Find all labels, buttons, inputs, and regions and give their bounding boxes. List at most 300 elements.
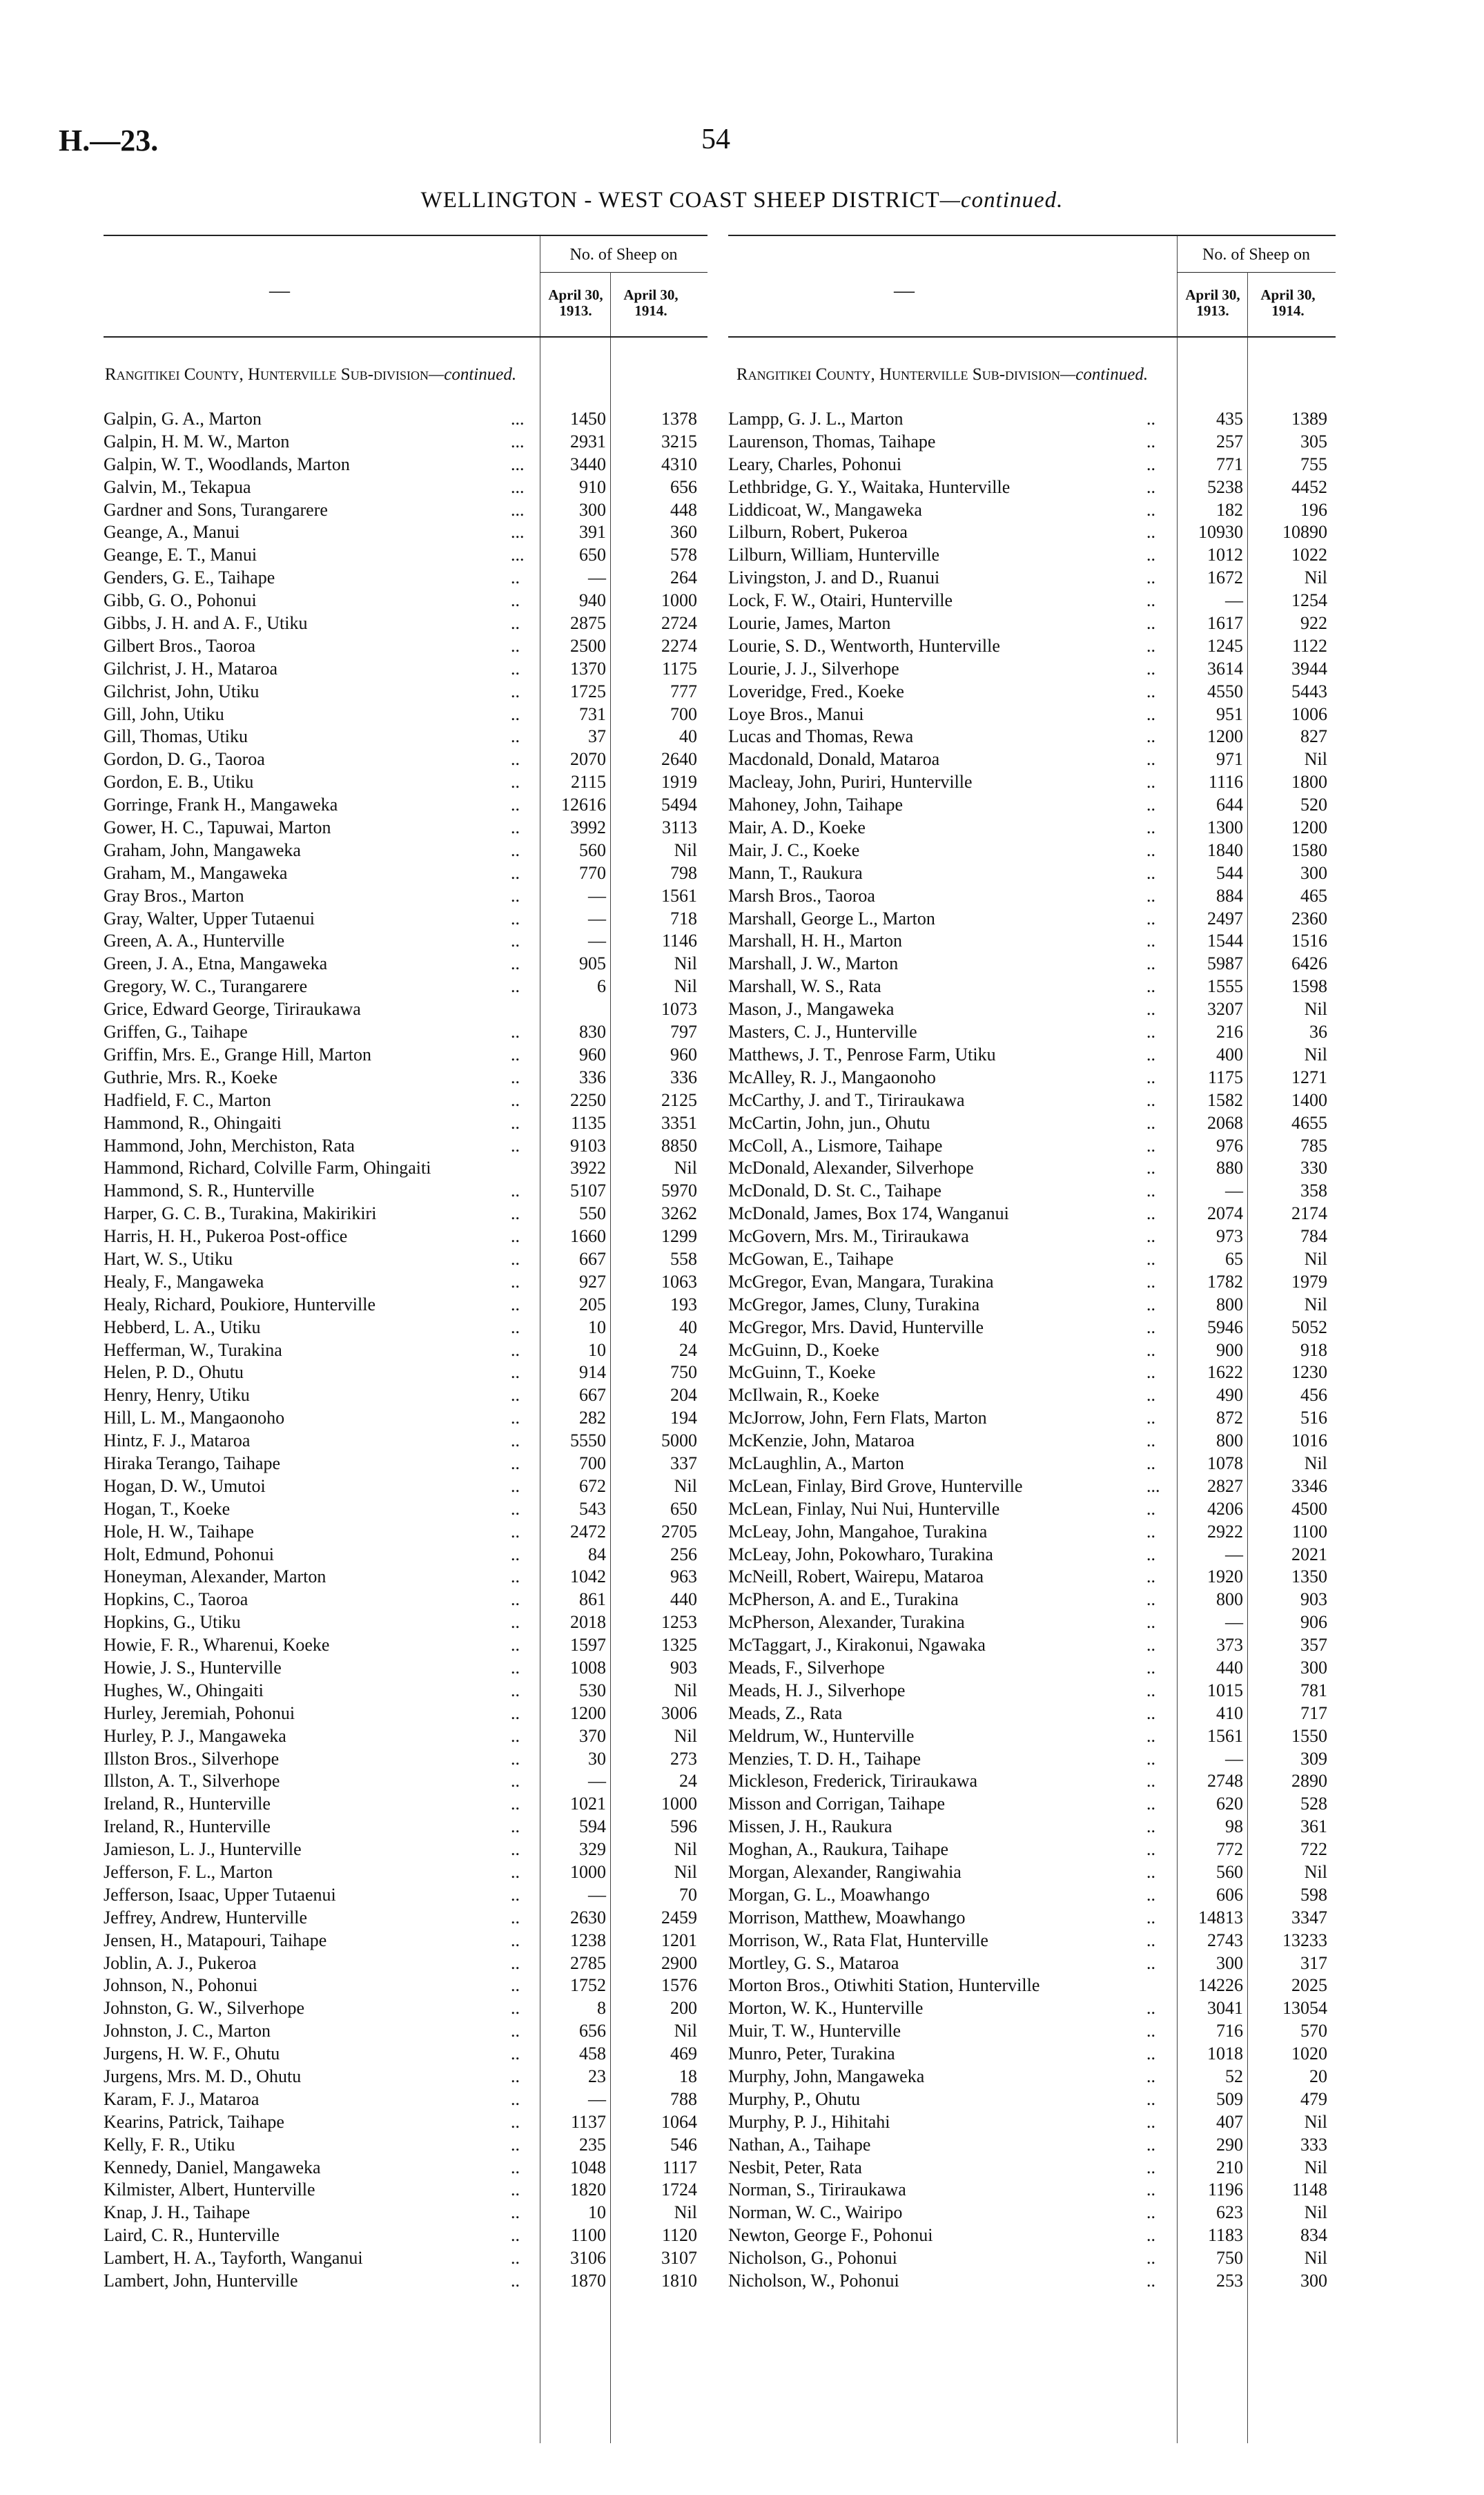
table-row bbox=[728, 1838, 1336, 1861]
holder-name: McDonald, James, Box 174, Wanganui bbox=[728, 1203, 1009, 1224]
table-row bbox=[104, 1884, 707, 1907]
holder-name: Griffen, G., Taihape bbox=[104, 1022, 248, 1042]
left-header-subdivider bbox=[610, 272, 611, 336]
sheep-1913: 2630 bbox=[570, 1907, 606, 1928]
holder-name: Hammond, R., Ohingaiti bbox=[104, 1112, 282, 1133]
sheep-1913: 543 bbox=[579, 1498, 606, 1519]
left-section-label: Rangitikei County, Hunterville Sub-division bbox=[104, 365, 429, 384]
sheep-1913: 300 bbox=[579, 499, 606, 520]
table-row bbox=[104, 1498, 707, 1521]
sheep-1913: 800 bbox=[1216, 1589, 1243, 1610]
sheep-1914: 1064 bbox=[661, 2111, 697, 2132]
table-row bbox=[728, 839, 1336, 862]
leader-dots: .. bbox=[511, 590, 520, 611]
table-row bbox=[104, 681, 707, 703]
sheep-1913: 2068 bbox=[1207, 1112, 1243, 1133]
holder-name: Gray Bros., Marton bbox=[104, 885, 244, 906]
sheep-1914: 1200 bbox=[1291, 817, 1327, 838]
sheep-1913: 667 bbox=[579, 1385, 606, 1406]
sheep-1914: 1022 bbox=[1291, 545, 1327, 565]
holder-name: McTaggart, J., Kirakonui, Ngawaka bbox=[728, 1635, 986, 1656]
sheep-1914: 1201 bbox=[661, 1930, 697, 1950]
sheep-1913: 2827 bbox=[1207, 1475, 1243, 1496]
holder-name: Hadfield, F. C., Marton bbox=[104, 1089, 271, 1110]
leader-dots: .. bbox=[1146, 1453, 1155, 1473]
sheep-1913: 12616 bbox=[561, 795, 606, 815]
table-row bbox=[728, 431, 1336, 454]
holder-name: Marshall, J. W., Marton bbox=[728, 953, 899, 974]
table-row bbox=[104, 2202, 707, 2224]
sheep-1913: 5107 bbox=[570, 1181, 606, 1201]
sheep-1913: 84 bbox=[588, 1544, 606, 1564]
holder-name: Hammond, S. R., Hunterville bbox=[104, 1181, 315, 1201]
holder-name: Nicholson, G., Pohonui bbox=[728, 2248, 897, 2269]
leader-dots: .. bbox=[511, 2043, 520, 2064]
leader-dots: .. bbox=[511, 1862, 520, 1882]
table-row bbox=[728, 1997, 1336, 2020]
sheep-1913: — bbox=[1225, 1181, 1243, 1201]
holder-name: Lampp, G. J. L., Marton bbox=[728, 409, 904, 429]
sheep-1914: 3215 bbox=[661, 431, 697, 452]
leader-dots: .. bbox=[511, 1635, 520, 1656]
sheep-1913: 1042 bbox=[570, 1566, 606, 1587]
sheep-1914: 516 bbox=[1300, 1408, 1327, 1428]
sheep-1914: 3944 bbox=[1291, 658, 1327, 679]
table-row bbox=[728, 1203, 1336, 1225]
holder-name: Lourie, J. J., Silverhope bbox=[728, 658, 899, 679]
sheep-1914: 2021 bbox=[1291, 1544, 1327, 1564]
sheep-1914: 1073 bbox=[661, 999, 697, 1020]
holder-name: Nathan, A., Taihape bbox=[728, 2134, 871, 2155]
holder-name: Hart, W. S., Utiku bbox=[104, 1248, 233, 1269]
leader-dots: ... bbox=[511, 409, 525, 429]
sheep-1914: 5052 bbox=[1291, 1317, 1327, 1337]
sheep-1913: 560 bbox=[1216, 1862, 1243, 1882]
right-header-subdivider bbox=[1247, 272, 1248, 336]
sheep-1914: Nil bbox=[674, 1839, 697, 1860]
holder-name: Howie, J. S., Hunterville bbox=[104, 1657, 282, 1678]
holder-name: McDonald, Alexander, Silverhope bbox=[728, 1158, 974, 1178]
table-row bbox=[728, 1021, 1336, 1044]
sheep-1913: 5946 bbox=[1207, 1317, 1243, 1337]
leader-dots: .. bbox=[511, 1362, 520, 1383]
leader-dots: .. bbox=[1146, 1566, 1155, 1587]
sheep-1913: 440 bbox=[1216, 1657, 1243, 1678]
sheep-1914: 1325 bbox=[661, 1635, 697, 1656]
sheep-1914: 834 bbox=[1300, 2225, 1327, 2246]
holder-name: Mickleson, Frederick, Tiriraukawa bbox=[728, 1771, 978, 1792]
holder-name: Lourie, James, Marton bbox=[728, 613, 891, 634]
leader-dots: .. bbox=[511, 1430, 520, 1451]
holder-name: Norman, S., Tiriraukawa bbox=[728, 2180, 906, 2200]
table-row bbox=[728, 930, 1336, 953]
table-row bbox=[104, 1112, 707, 1135]
leader-dots: .. bbox=[511, 1657, 520, 1678]
sheep-1914: 317 bbox=[1300, 1952, 1327, 1973]
holder-name: Guthrie, Mrs. R., Koeke bbox=[104, 1067, 278, 1087]
table-row bbox=[104, 1725, 707, 1748]
table-row bbox=[104, 1453, 707, 1475]
holder-name: Hurley, P. J., Mangaweka bbox=[104, 1725, 286, 1746]
holder-name: Gilchrist, J. H., Mataroa bbox=[104, 658, 278, 679]
sheep-1914: 558 bbox=[670, 1248, 697, 1269]
leader-dots: .. bbox=[511, 1067, 520, 1087]
sheep-1914: 2360 bbox=[1291, 908, 1327, 929]
sheep-1914: 4452 bbox=[1291, 476, 1327, 497]
holder-name: Mason, J., Mangaweka bbox=[728, 999, 895, 1020]
table-row bbox=[104, 1907, 707, 1930]
leader-dots: .. bbox=[1146, 1271, 1155, 1292]
left-column bbox=[104, 235, 707, 2443]
sheep-1914: 777 bbox=[670, 681, 697, 701]
holder-name: Gardner and Sons, Turangarere bbox=[104, 499, 328, 520]
table-row bbox=[104, 1225, 707, 1248]
leader-dots: .. bbox=[511, 749, 520, 770]
table-row bbox=[728, 726, 1336, 748]
leader-dots: .. bbox=[1146, 545, 1155, 565]
holder-name: Mair, J. C., Koeke bbox=[728, 839, 860, 860]
leader-dots: .. bbox=[511, 2021, 520, 2041]
leader-dots: .. bbox=[511, 862, 520, 883]
table-row bbox=[728, 1952, 1336, 1975]
leader-dots: .. bbox=[511, 703, 520, 724]
leader-dots: .. bbox=[511, 1748, 520, 1769]
sheep-1913: 905 bbox=[579, 953, 606, 974]
sheep-1914: 6426 bbox=[1291, 953, 1327, 974]
leader-dots: .. bbox=[1146, 999, 1155, 1020]
sheep-1913: 872 bbox=[1216, 1408, 1243, 1428]
sheep-1914: 1400 bbox=[1291, 1089, 1327, 1110]
table-row bbox=[728, 1611, 1336, 1634]
leader-dots: .. bbox=[511, 2088, 520, 2109]
table-row bbox=[104, 1589, 707, 1611]
leader-dots: .. bbox=[1146, 1839, 1155, 1860]
sheep-1914: 5494 bbox=[661, 795, 697, 815]
leader-dots: .. bbox=[1146, 1816, 1155, 1837]
table-row bbox=[728, 1725, 1336, 1748]
table-row bbox=[104, 567, 707, 590]
sheep-1913: 2748 bbox=[1207, 1771, 1243, 1792]
table-row bbox=[728, 1248, 1336, 1271]
sheep-1914: 784 bbox=[1300, 1226, 1327, 1247]
leader-dots: .. bbox=[511, 1248, 520, 1269]
sheep-1913: 544 bbox=[1216, 862, 1243, 883]
left-section-heading bbox=[104, 364, 518, 386]
sheep-1913: 257 bbox=[1216, 431, 1243, 452]
leader-dots: .. bbox=[511, 1044, 520, 1065]
table-row bbox=[728, 2202, 1336, 2224]
table-row bbox=[104, 1339, 707, 1362]
sheep-1914: 4655 bbox=[1291, 1112, 1327, 1133]
sheep-1913: 750 bbox=[1216, 2248, 1243, 2269]
sheep-1913: 458 bbox=[579, 2043, 606, 2064]
table-row bbox=[104, 1952, 707, 1975]
leader-dots: .. bbox=[1146, 2180, 1155, 2200]
table-row bbox=[728, 1930, 1336, 1952]
sheep-1913: 1450 bbox=[570, 409, 606, 429]
sheep-1913: 650 bbox=[579, 545, 606, 565]
holder-name: McGuinn, D., Koeke bbox=[728, 1339, 879, 1360]
leader-dots: .. bbox=[1146, 1680, 1155, 1700]
sheep-1914: 1561 bbox=[661, 885, 697, 906]
sheep-1914: 1230 bbox=[1291, 1362, 1327, 1383]
leader-dots: .. bbox=[1146, 1112, 1155, 1133]
leader-dots: .. bbox=[1146, 658, 1155, 679]
holder-name: Illston Bros., Silverhope bbox=[104, 1748, 280, 1769]
leader-dots: .. bbox=[511, 931, 520, 951]
leader-dots: .. bbox=[1146, 2248, 1155, 2269]
holder-name: Hintz, F. J., Mataroa bbox=[104, 1430, 251, 1451]
table-row bbox=[104, 703, 707, 726]
sheep-1913: 52 bbox=[1225, 2066, 1243, 2087]
sheep-1913: — bbox=[1225, 1748, 1243, 1769]
holder-name: Gibbs, J. H. and A. F., Utiku bbox=[104, 613, 308, 634]
sheep-1913: 10 bbox=[588, 1317, 606, 1337]
table-row bbox=[728, 1453, 1336, 1475]
sheep-1914: 5970 bbox=[661, 1181, 697, 1201]
sheep-1914: 1254 bbox=[1291, 590, 1327, 611]
sheep-1913: 1870 bbox=[570, 2271, 606, 2291]
table-row bbox=[104, 2043, 707, 2066]
table-row bbox=[104, 408, 707, 431]
leader-dots: .. bbox=[511, 839, 520, 860]
sheep-1913: 927 bbox=[579, 1271, 606, 1292]
table-row bbox=[728, 1702, 1336, 1725]
table-row bbox=[728, 2043, 1336, 2066]
table-row bbox=[104, 2066, 707, 2088]
sheep-1913: 606 bbox=[1216, 1884, 1243, 1905]
leader-dots: .. bbox=[511, 1816, 520, 1837]
holder-name: McAlley, R. J., Mangaonoho bbox=[728, 1067, 936, 1087]
sheep-1914: 1253 bbox=[661, 1612, 697, 1633]
holder-name: Jurgens, H. W. F., Ohutu bbox=[104, 2043, 280, 2064]
sheep-1914: 5000 bbox=[661, 1430, 697, 1451]
holder-name: Griffin, Mrs. E., Grange Hill, Marton bbox=[104, 1044, 372, 1065]
sheep-1914: 578 bbox=[670, 545, 697, 565]
leader-dots: .. bbox=[1146, 2202, 1155, 2223]
leader-dots: .. bbox=[511, 1453, 520, 1473]
leader-dots: .. bbox=[1146, 2043, 1155, 2064]
sheep-1913: 400 bbox=[1216, 1044, 1243, 1065]
sheep-1914: 309 bbox=[1300, 1748, 1327, 1769]
sheep-1914: 1000 bbox=[661, 590, 697, 611]
sheep-1913: — bbox=[588, 1771, 606, 1792]
sheep-1914: 13233 bbox=[1282, 1930, 1327, 1950]
table-row bbox=[104, 1407, 707, 1430]
sheep-1913: 594 bbox=[579, 1816, 606, 1837]
leader-dots: ... bbox=[1146, 1475, 1160, 1496]
sheep-1914: Nil bbox=[1304, 2157, 1327, 2177]
sheep-1913: 2018 bbox=[570, 1612, 606, 1633]
sheep-1914: 960 bbox=[670, 1044, 697, 1065]
table-row bbox=[728, 1271, 1336, 1294]
leader-dots: .. bbox=[511, 2180, 520, 2200]
sheep-1913: 1100 bbox=[570, 2225, 606, 2246]
leader-dots: .. bbox=[1146, 1998, 1155, 2019]
table-row bbox=[728, 658, 1336, 681]
sheep-1913: 2250 bbox=[570, 1089, 606, 1110]
table-row bbox=[728, 953, 1336, 975]
leader-dots: .. bbox=[1146, 613, 1155, 634]
sheep-1914: 193 bbox=[670, 1294, 697, 1314]
sheep-1914: 1580 bbox=[1291, 839, 1327, 860]
sheep-1914: 598 bbox=[1300, 1884, 1327, 1905]
sheep-1913: 235 bbox=[579, 2134, 606, 2155]
holder-name: Meads, Z., Rata bbox=[728, 1702, 843, 1723]
holder-name: Morton Bros., Otiwhiti Station, Hunterville bbox=[728, 1975, 1040, 1996]
table-row bbox=[104, 544, 707, 567]
leader-dots: .. bbox=[511, 2225, 520, 2246]
sheep-1914: 440 bbox=[670, 1589, 697, 1610]
leader-dots: .. bbox=[1146, 681, 1155, 701]
sheep-1913: 65 bbox=[1225, 1248, 1243, 1269]
leader-dots: .. bbox=[511, 976, 520, 997]
left-header-1913: April 30, 1913. bbox=[548, 287, 603, 319]
table-row bbox=[728, 1294, 1336, 1317]
sheep-1913: 800 bbox=[1216, 1294, 1243, 1314]
leader-dots: .. bbox=[1146, 703, 1155, 724]
sheep-1914: 300 bbox=[1300, 862, 1327, 883]
leader-dots: .. bbox=[1146, 1884, 1155, 1905]
sheep-1914: 24 bbox=[679, 1771, 697, 1792]
holder-name: McGregor, Evan, Mangara, Turakina bbox=[728, 1271, 994, 1292]
leader-dots: .. bbox=[1146, 749, 1155, 770]
holder-name: McLean, Finlay, Bird Grove, Hunterville bbox=[728, 1475, 1023, 1496]
leader-dots: .. bbox=[1146, 2157, 1155, 2177]
sheep-1914: 520 bbox=[1300, 795, 1327, 815]
table-row bbox=[104, 1248, 707, 1271]
sheep-1914: 2025 bbox=[1291, 1975, 1327, 1996]
table-row bbox=[728, 2066, 1336, 2088]
sheep-1914: 798 bbox=[670, 862, 697, 883]
sheep-1913: 3614 bbox=[1207, 658, 1243, 679]
sheep-1913: 1597 bbox=[570, 1635, 606, 1656]
right-header-dash: — bbox=[894, 279, 915, 302]
sheep-1913: 951 bbox=[1216, 703, 1243, 724]
table-row bbox=[104, 1861, 707, 1884]
table-row bbox=[728, 1657, 1336, 1680]
sheep-1914: 40 bbox=[679, 726, 697, 747]
sheep-1914: 1100 bbox=[1291, 1521, 1327, 1542]
holder-name: Genders, G. E., Taihape bbox=[104, 567, 275, 588]
sheep-1914: 336 bbox=[670, 1067, 697, 1087]
sheep-1914: Nil bbox=[1304, 1044, 1327, 1065]
sheep-1913: 1196 bbox=[1207, 2180, 1243, 2200]
leader-dots: .. bbox=[1146, 772, 1155, 793]
leader-dots: .. bbox=[1146, 2088, 1155, 2109]
leader-dots: .. bbox=[1146, 885, 1155, 906]
sheep-1913: 1175 bbox=[1207, 1067, 1243, 1087]
leader-dots: .. bbox=[511, 1544, 520, 1564]
sheep-1914: 4500 bbox=[1291, 1498, 1327, 1519]
sheep-1914: 2900 bbox=[661, 1952, 697, 1973]
sheep-1914: 1550 bbox=[1291, 1725, 1327, 1746]
table-row bbox=[728, 1566, 1336, 1589]
table-row bbox=[104, 1044, 707, 1067]
table-row bbox=[728, 1634, 1336, 1657]
sheep-1913: 407 bbox=[1216, 2111, 1243, 2132]
sheep-1914: 194 bbox=[670, 1408, 697, 1428]
holder-name: Hogan, T., Koeke bbox=[104, 1498, 231, 1519]
sheep-1913: 2472 bbox=[570, 1521, 606, 1542]
sheep-1913: 1622 bbox=[1207, 1362, 1243, 1383]
holder-name: Johnson, N., Pohonui bbox=[104, 1975, 258, 1996]
sheep-1914: 1063 bbox=[661, 1271, 697, 1292]
holder-name: Morgan, G. L., Moawhango bbox=[728, 1884, 930, 1905]
sheep-1914: 1598 bbox=[1291, 976, 1327, 997]
holder-name: Macdonald, Donald, Mataroa bbox=[728, 749, 940, 770]
sheep-1913: 1048 bbox=[570, 2157, 606, 2177]
holder-name: Jurgens, Mrs. M. D., Ohutu bbox=[104, 2066, 302, 2087]
sheep-1913: — bbox=[1225, 590, 1243, 611]
holder-name: Healy, F., Mangaweka bbox=[104, 1271, 264, 1292]
holder-name: Hughes, W., Ohingaiti bbox=[104, 1680, 264, 1700]
sheep-1914: Nil bbox=[1304, 2202, 1327, 2223]
leader-dots: ... bbox=[511, 499, 525, 520]
holder-name: Kearins, Patrick, Taihape bbox=[104, 2111, 284, 2132]
table-row bbox=[104, 748, 707, 771]
leader-dots: .. bbox=[1146, 1748, 1155, 1769]
leader-dots: .. bbox=[1146, 1589, 1155, 1610]
holder-name: McLeay, John, Pokowharo, Turakina bbox=[728, 1544, 993, 1564]
sheep-1914: 1271 bbox=[1291, 1067, 1327, 1087]
holder-name: Hill, L. M., Mangaonoho bbox=[104, 1408, 285, 1428]
leader-dots: .. bbox=[511, 908, 520, 929]
sheep-1913: 410 bbox=[1216, 1702, 1243, 1723]
holder-name: Kennedy, Daniel, Mangaweka bbox=[104, 2157, 321, 2177]
leader-dots: .. bbox=[1146, 1862, 1155, 1882]
sheep-1914: 750 bbox=[670, 1362, 697, 1383]
table-row bbox=[728, 703, 1336, 726]
leader-dots: .. bbox=[1146, 908, 1155, 929]
leader-dots: .. bbox=[511, 1566, 520, 1587]
leader-dots: .. bbox=[1146, 2271, 1155, 2291]
leader-dots: .. bbox=[511, 1702, 520, 1723]
sheep-1913: 1561 bbox=[1207, 1725, 1243, 1746]
sheep-1913: 14226 bbox=[1198, 1975, 1243, 1996]
holder-name: Mann, T., Raukura bbox=[728, 862, 863, 883]
table-row bbox=[104, 1544, 707, 1566]
holder-name: Hammond, John, Merchiston, Rata bbox=[104, 1135, 355, 1156]
leader-dots: .. bbox=[1146, 862, 1155, 883]
table-row bbox=[104, 2088, 707, 2111]
sheep-1914: 2459 bbox=[661, 1907, 697, 1928]
holder-name: Green, J. A., Etna, Mangaweka bbox=[104, 953, 328, 974]
leader-dots: .. bbox=[511, 1498, 520, 1519]
sheep-1914: 1576 bbox=[661, 1975, 697, 1996]
sheep-1914: 337 bbox=[670, 1453, 697, 1473]
table-row bbox=[728, 454, 1336, 476]
table-row bbox=[728, 1521, 1336, 1544]
holder-name: Holt, Edmund, Pohonui bbox=[104, 1544, 275, 1564]
table-row bbox=[728, 1317, 1336, 1339]
holder-name: McColl, A., Lismore, Taihape bbox=[728, 1135, 943, 1156]
holder-name: Lambert, H. A., Tayforth, Wanganui bbox=[104, 2248, 363, 2269]
table-row bbox=[728, 748, 1336, 771]
holder-name: McGovern, Mrs. M., Tiriraukawa bbox=[728, 1226, 969, 1247]
sheep-1913: — bbox=[588, 2088, 606, 2109]
leader-dots: .. bbox=[511, 1408, 520, 1428]
sheep-1914: 2174 bbox=[1291, 1203, 1327, 1224]
sheep-1914: Nil bbox=[1304, 1453, 1327, 1473]
sheep-1914: Nil bbox=[1304, 749, 1327, 770]
table-row bbox=[104, 1317, 707, 1339]
holder-name: Hogan, D. W., Umutoi bbox=[104, 1475, 266, 1496]
table-row bbox=[104, 2134, 707, 2157]
sheep-1913: 2074 bbox=[1207, 1203, 1243, 1224]
holder-name: Misson and Corrigan, Taihape bbox=[728, 1794, 945, 1814]
sheep-1913: 2743 bbox=[1207, 1930, 1243, 1950]
